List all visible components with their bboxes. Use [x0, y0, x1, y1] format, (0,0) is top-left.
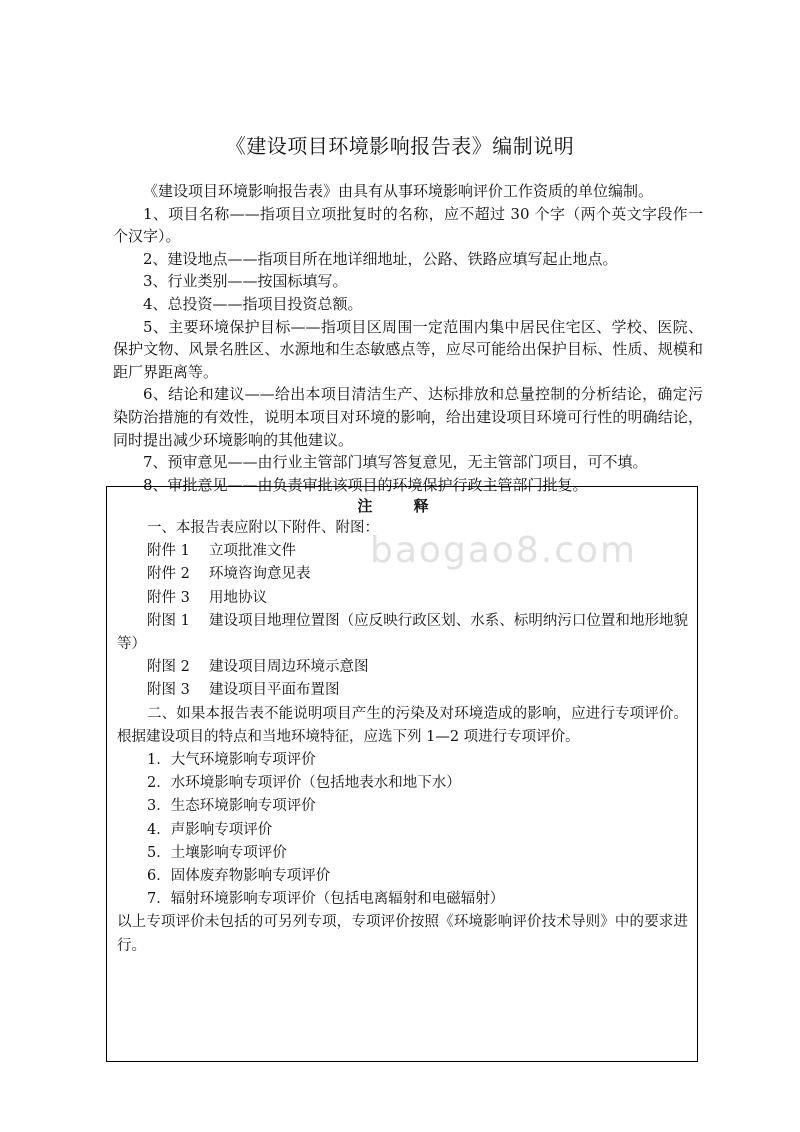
attachment-item: 附图 3 建设项目平面布置图 [147, 682, 340, 699]
page-title: 《建设项目环境影响报告表》编制说明 [225, 134, 575, 158]
notes-title: 注 释 [357, 497, 447, 515]
notes-body [107, 517, 697, 958]
attachment-item: 附图 1 建设项目地理位置图（应反映行政区划、水系、标明纳污口位置和地形地貌等） [117, 612, 688, 653]
intro-item-location: 2、建设地点——指项目所在地详细地址，公路、铁路应填写起止地点。 [143, 249, 618, 268]
notes-box [106, 486, 698, 1062]
special-assessment-item: 4．声影响专项评价 [147, 821, 273, 838]
intro-paragraph: 《建设项目环境影响报告表》由具有从事环境影响评价工作资质的单位编制。 [143, 182, 654, 200]
attachment-item: 附件 2 环境咨询意见表 [147, 566, 311, 583]
intro-item-conclusion: 6、结论和建议——给出本项目清洁生产、达标排放和总量控制的分析结论，确定污染防治措施的有效性，说明本项目对环境的影响，给出建设项目环境可行性的明确结论，同时提出减少环境影响的其他建议。 [113, 385, 703, 449]
intro-item-investment: 4、总投资——指项目投资总额。 [143, 294, 363, 313]
intro-item-protection-targets: 5、主要环境保护目标——指项目区周围一定范围内集中居民住宅区、学校、医院、保护文物、风景名胜区、水源地和生态敏感点等，应尽可能给出保护目标、性质、规模和距厂界距离等。 [113, 317, 703, 381]
intro-item-approval: 8、审批意见——由负责审批该项目的环境保护行政主管部门批复。 [143, 475, 588, 494]
watermark: baogao8.com [370, 530, 638, 571]
intro-item-industry: 3、行业类别——按国标填写。 [143, 272, 348, 291]
special-assessment-item: 3．生态环境影响专项评价 [147, 798, 316, 815]
intro-section [113, 180, 703, 496]
notes-section-2: 二、如果本报告表不能说明项目产生的污染及对环境造成的影响，应进行专项评价。根据建设项目的特点和当地环境特征，应选下列 1—2 项进行专项评价。 [117, 705, 688, 745]
notes-section-1: 一、本报告表应附以下附件、附图： [147, 520, 379, 536]
attachment-item: 附件 1 立项批准文件 [147, 543, 296, 560]
intro-item-pre-review: 7、预审意见——由行业主管部门填写答复意见，无主管部门项目，可不填。 [143, 453, 648, 472]
attachment-item: 附件 3 用地协议 [147, 589, 267, 606]
special-assessment-item: 5．土壤影响专项评价 [147, 844, 287, 861]
special-assessment-item: 7．辐射环境影响专项评价（包括电离辐射和电磁辐射） [147, 891, 505, 908]
special-assessment-item: 2．水环境影响专项评价（包括地表水和地下水） [147, 775, 461, 792]
special-assessment-item: 1．大气环境影响专项评价 [147, 752, 316, 769]
attachment-item: 附图 2 建设项目周边环境示意图 [147, 659, 369, 676]
intro-item-project-name: 1、项目名称——指项目立项批复时的名称，应不超过 30 个字（两个英文字段作一个汉字）。 [113, 204, 703, 246]
notes-closing: 以上专项评价未包括的可另列专项，专项评价按照《环境影响评价技术导则》中的要求进行。 [117, 914, 688, 954]
special-assessment-item: 6．固体废弃物影响专项评价 [147, 868, 331, 885]
